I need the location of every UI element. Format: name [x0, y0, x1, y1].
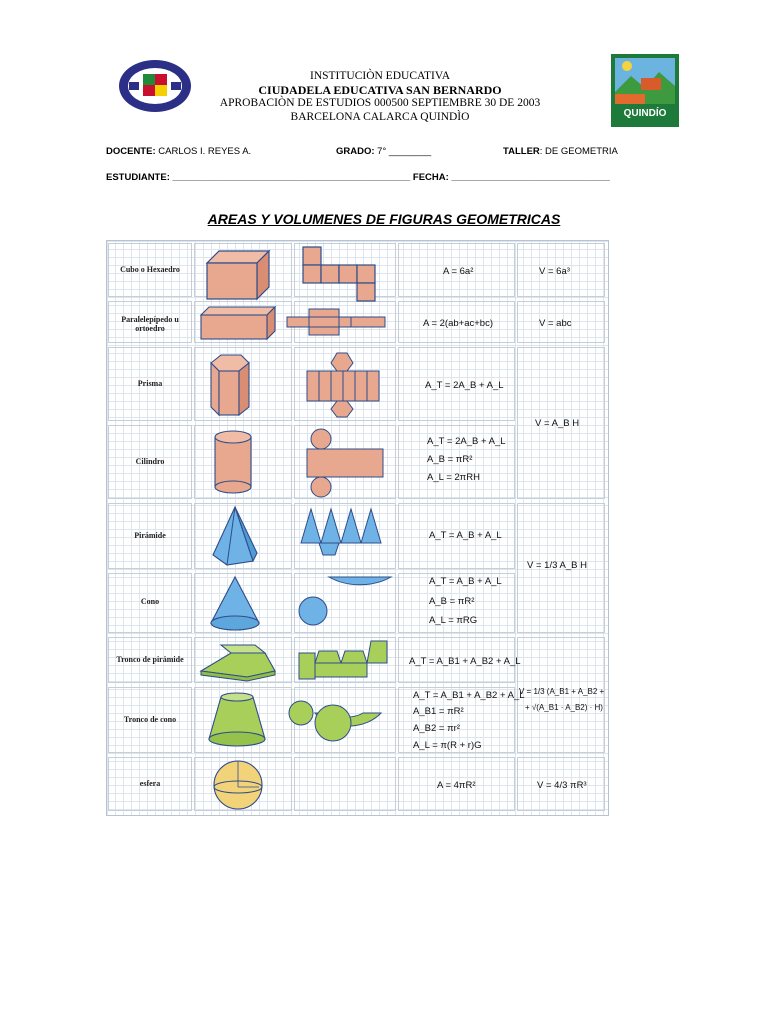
- vol-piramide-cono: V = 1/3 A_B H: [527, 560, 587, 571]
- estudiante-blank[interactable]: _____________________________________________: [172, 172, 411, 183]
- truncated-cone-figure: [207, 689, 269, 751]
- area-tronco-cono-4: A_L = π(R + r)G: [413, 740, 482, 751]
- area-cono-3: A_L = πRG: [429, 615, 478, 626]
- quindio-logo: [611, 54, 679, 127]
- sphere-figure: [209, 759, 267, 811]
- svg-text:QUINDÍO: QUINDÍO: [623, 108, 667, 119]
- fecha-blank[interactable]: ______________________________: [451, 172, 610, 183]
- name-prisma: Prisma: [137, 379, 163, 388]
- area-tronco-cono-3: A_B2 = πr²: [413, 723, 460, 734]
- prism-net-figure: [301, 349, 389, 419]
- grado-label: GRADO:: [336, 146, 375, 157]
- name-tronco-cono: Tronco de cono: [123, 715, 177, 724]
- name-cilindro: Cilindro: [135, 457, 165, 466]
- worksheet-title: AREAS Y VOLUMENES DE FIGURAS GEOMETRICAS: [207, 211, 561, 227]
- area-cilindro-2: A_B = πR²: [427, 454, 473, 465]
- header-line-3: APROBACIÒN DE ESTUDIOS 000500 SEPTIEMBRE 30 DE 2003: [219, 97, 541, 109]
- area-cono-1: A_T = A_B + A_L: [429, 576, 502, 587]
- parallelepiped-net-figure: [285, 307, 391, 337]
- school-seal-logo: [117, 58, 193, 114]
- cube-figure: [203, 247, 275, 297]
- vol-esfera: V = 4/3 πR³: [537, 780, 587, 791]
- header-line-4: BARCELONA CALARCA QUINDÌO: [290, 110, 470, 123]
- cone-figure: [207, 575, 267, 633]
- area-prisma: A_T = 2A_B + A_L: [425, 380, 504, 391]
- truncated-cone-net-figure: [285, 693, 393, 749]
- header-line-2: CIUDADELA EDUCATIVA SAN BERNARDO: [258, 82, 502, 97]
- figures-table: [106, 240, 609, 816]
- cell-net-esfera: [294, 757, 396, 811]
- institution-header: [200, 70, 560, 124]
- taller-label: TALLER: [503, 146, 540, 157]
- grado-value[interactable]: 7° ________: [377, 146, 432, 157]
- taller-info: [503, 146, 618, 157]
- cylinder-figure: [211, 429, 255, 495]
- area-cilindro-3: A_L = 2πRH: [427, 472, 480, 483]
- name-piramide: Pirámide: [134, 531, 166, 540]
- truncated-pyramid-net-figure: [297, 637, 393, 683]
- prism-figure: [205, 353, 265, 419]
- pyramid-figure: [209, 505, 261, 569]
- area-tronco-piramide: A_T = A_B1 + A_B2 + A_L: [409, 656, 521, 667]
- area-cilindro-1: A_T = 2A_B + A_L: [427, 436, 506, 447]
- docente-label: DOCENTE:: [106, 146, 156, 157]
- name-tronco-piramide: Tronco de pirámide: [116, 655, 184, 664]
- vol-paralelepipedo: V = abc: [539, 318, 572, 329]
- name-paralelepipedo: Paralelepípedo u ortoedro: [121, 315, 179, 333]
- docente-value: CARLOS I. REYES A.: [158, 146, 252, 157]
- taller-value: : DE GEOMETRIA: [539, 146, 618, 157]
- grade-info: [336, 146, 431, 157]
- student-info-row: [106, 172, 610, 183]
- vol-prisma-cilindro: V = A_B H: [535, 418, 580, 429]
- area-tronco-cono-1: A_T = A_B1 + A_B2 + A_L: [413, 690, 525, 701]
- area-piramide: A_T = A_B + A_L: [429, 530, 502, 541]
- area-cono-2: A_B = πR²: [429, 596, 475, 607]
- vol-cubo: V = 6a³: [539, 266, 570, 277]
- name-esfera: esfera: [139, 779, 161, 788]
- parallelepiped-figure: [199, 303, 279, 343]
- area-cubo: A = 6a²: [443, 266, 474, 277]
- cone-net-figure: [295, 573, 395, 633]
- truncated-pyramid-figure: [199, 641, 279, 681]
- teacher-info-row: [106, 146, 251, 157]
- name-cono: Cono: [140, 597, 160, 606]
- area-tronco-cono-2: A_B1 = πR²: [413, 706, 464, 717]
- pyramid-net-figure: [297, 505, 393, 565]
- cylinder-net-figure: [303, 427, 391, 499]
- name-cubo: Cubo o Hexaedro: [120, 265, 180, 274]
- area-paralelepipedo: A = 2(ab+ac+bc): [423, 318, 493, 329]
- vol-troncos-2: + √(A_B1 · A_B2) · H): [525, 703, 603, 712]
- header-line-1: INSTITUCIÒN EDUCATIVA: [309, 70, 451, 82]
- vol-troncos-1: V = 1/3 (A_B1 + A_B2 +: [519, 687, 605, 696]
- cube-net-figure: [297, 245, 393, 299]
- fecha-label: FECHA:: [412, 172, 449, 183]
- area-esfera: A = 4πR²: [437, 780, 476, 791]
- estudiante-label: ESTUDIANTE:: [106, 172, 170, 183]
